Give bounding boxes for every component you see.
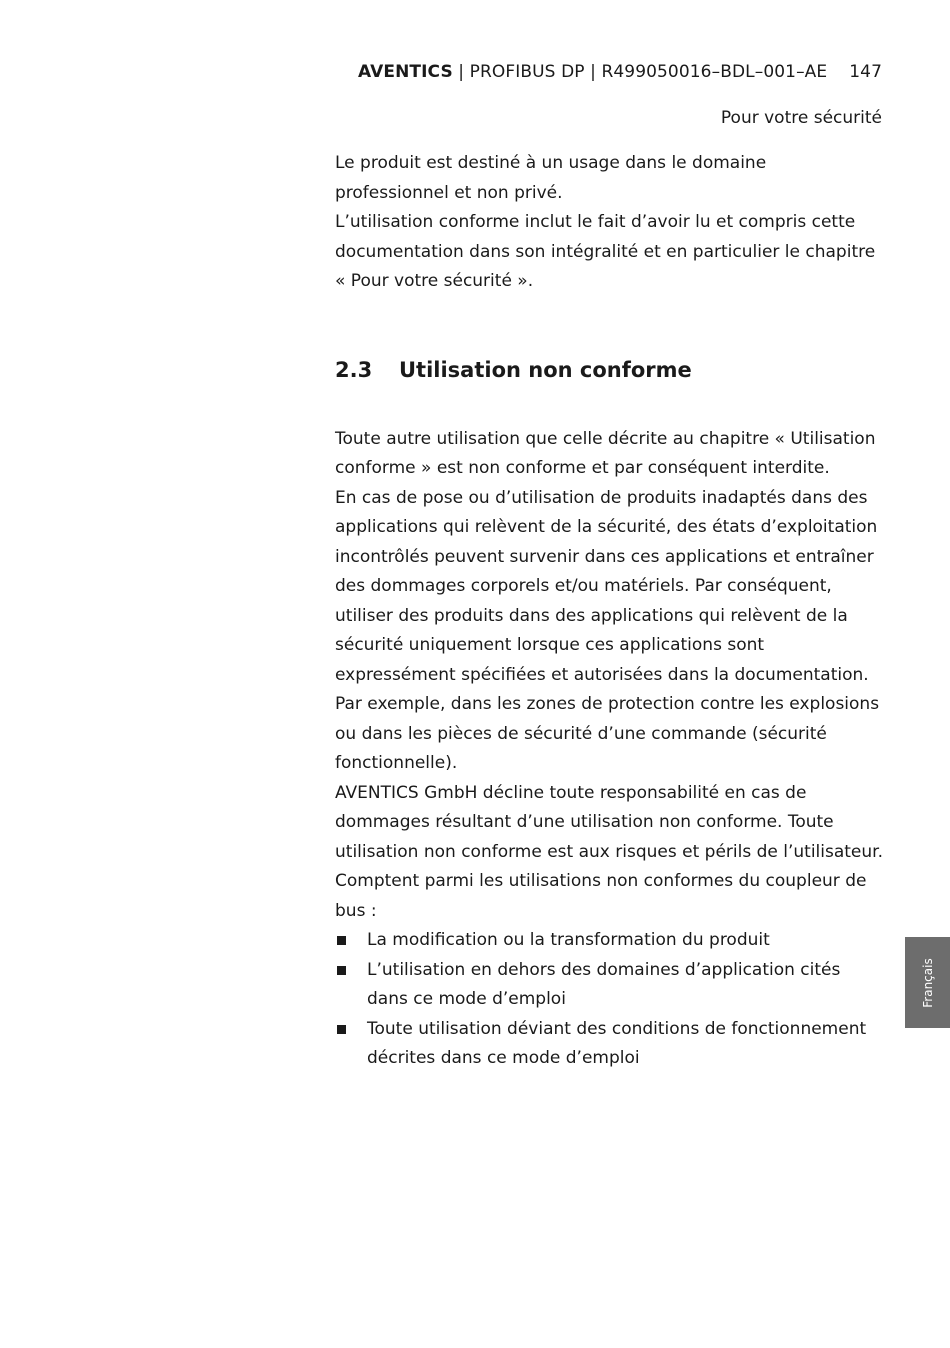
document-reference: | PROFIBUS DP | R499050016–BDL–001–AE <box>452 62 828 82</box>
brand-name: AVENTICS <box>358 62 453 82</box>
square-bullet-icon <box>337 936 346 945</box>
language-tab-label: Français <box>920 957 935 1008</box>
square-bullet-icon <box>337 1025 346 1034</box>
body-paragraph: Comptent parmi les utilisations non conformes du coupleur de bus : <box>335 871 867 921</box>
body-paragraph: En cas de pose ou d’utilisation de produits inadaptés dans des applications qui relèvent de la sécurité, des états d’exploitation incontrôlés peuvent survenir dans ces applications et entraîner des dommages corporels et/ou matériels. Par conséquent, utiliser des produits dans des applications qui relèvent de la sécurité uniquement lorsque ces applications sont expressément spécifiées et autorisées dans la documentation. Par exemple, dans les zones de protection contre les explosions ou dans les pièces de sécurité d’une commande (sécurité fonctionnelle). <box>335 487 880 773</box>
bullet-item <box>335 1015 885 1074</box>
bullet-item <box>335 926 885 956</box>
square-bullet-icon <box>337 966 346 975</box>
bullet-text: Toute utilisation déviant des conditions de fonctionnement décrites dans ce mode d’emploi <box>367 1018 867 1068</box>
intro-paragraph: L’utilisation conforme inclut le fait d’avoir lu et compris cette documentation dans son intégralité et en particulier le chapitre « Pour votre sécurité ». <box>335 212 876 291</box>
body-paragraph: Toute autre utilisation que celle décrite au chapitre « Utilisation conforme » est non conforme et par conséquent interdite. <box>335 428 876 478</box>
running-header <box>358 62 882 82</box>
section-number: 2.3 <box>335 357 373 382</box>
page-number: 147 <box>849 62 882 82</box>
section-title: Utilisation non conforme <box>399 357 692 382</box>
body-paragraph: AVENTICS GmbH décline toute responsabilité en cas de dommages résultant d’une utilisation non conforme. Toute utilisation non conforme est aux risques et périls de l’utilisateur. <box>335 782 883 862</box>
bullet-item <box>335 956 885 1015</box>
bullet-text: L’utilisation en dehors des domaines d’application cités dans ce mode d’emploi <box>367 959 841 1009</box>
intro-paragraph: Le produit est destiné à un usage dans le domaine professionnel et non privé. <box>335 153 767 203</box>
section-heading <box>335 355 885 385</box>
bullet-list <box>335 926 885 1074</box>
bullet-text: La modification ou la transformation du produit <box>367 930 770 950</box>
main-content <box>335 149 885 1074</box>
language-tab <box>905 937 950 1028</box>
chapter-title: Pour votre sécurité <box>720 108 882 128</box>
